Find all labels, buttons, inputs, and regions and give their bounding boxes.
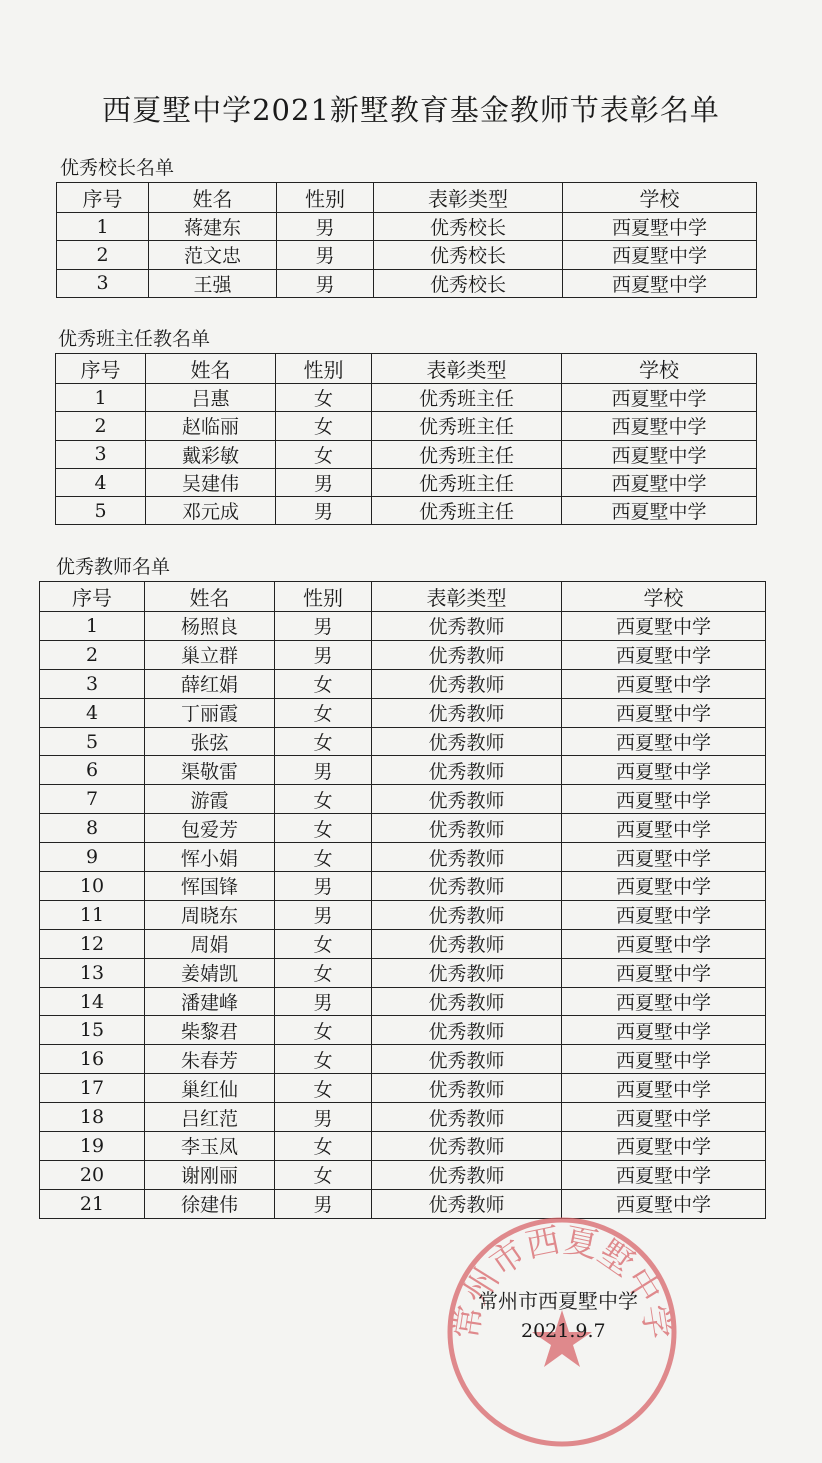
header-school: 学校 [563,183,757,213]
cell-award-type: 优秀班主任 [372,468,562,496]
header-school: 学校 [562,354,757,384]
cell-name: 周晓东 [145,900,275,929]
table-row [40,1103,766,1132]
cell-school: 西夏墅中学 [562,468,757,496]
cell-school: 西夏墅中学 [562,929,766,958]
cell-index: 12 [40,929,145,958]
cell-gender: 女 [275,727,372,756]
cell-name: 丁丽霞 [145,698,275,727]
cell-name: 潘建峰 [145,987,275,1016]
cell-gender: 女 [275,1045,372,1074]
cell-school: 西夏墅中学 [562,1132,766,1161]
cell-name: 周娟 [145,929,275,958]
table-row [40,1074,766,1103]
cell-name: 李玉凤 [145,1132,275,1161]
cell-school: 西夏墅中学 [563,213,757,241]
cell-name: 巢立群 [145,640,275,669]
cell-award-type: 优秀教师 [372,843,562,872]
cell-school: 西夏墅中学 [562,843,766,872]
cell-index: 3 [57,269,149,297]
cell-school: 西夏墅中学 [562,1016,766,1045]
cell-index: 15 [40,1016,145,1045]
cell-gender: 女 [275,1016,372,1045]
cell-award-type: 优秀教师 [372,698,562,727]
table-row [40,1160,766,1189]
cell-school: 西夏墅中学 [562,440,757,468]
cell-award-type: 优秀教师 [372,872,562,901]
cell-gender: 女 [275,698,372,727]
cell-index: 1 [56,384,146,412]
table-row [40,727,766,756]
header-award-type: 表彰类型 [372,354,562,384]
header-award-type: 表彰类型 [374,183,563,213]
cell-award-type: 优秀校长 [374,269,563,297]
cell-name: 姜婧凯 [145,958,275,987]
cell-name: 张弦 [145,727,275,756]
table-row [57,213,757,241]
cell-award-type: 优秀教师 [372,1103,562,1132]
cell-school: 西夏墅中学 [562,698,766,727]
cell-gender: 女 [276,412,372,440]
table-row [40,612,766,641]
cell-gender: 男 [276,497,372,525]
cell-school: 西夏墅中学 [562,872,766,901]
cell-gender: 男 [275,872,372,901]
cell-school: 西夏墅中学 [562,497,757,525]
cell-index: 7 [40,785,145,814]
cell-index: 9 [40,843,145,872]
cell-school: 西夏墅中学 [562,412,757,440]
signature-organization: 常州市西夏墅中学 [478,1289,638,1313]
cell-index: 1 [57,213,149,241]
cell-index: 2 [40,640,145,669]
table-row [56,384,757,412]
cell-school: 西夏墅中学 [562,1189,766,1218]
cell-gender: 男 [277,269,374,297]
cell-award-type: 优秀教师 [372,1160,562,1189]
cell-index: 16 [40,1045,145,1074]
cell-index: 3 [56,440,146,468]
cell-name: 蒋建东 [149,213,277,241]
section-heading-teachers: 优秀教师名单 [56,556,171,578]
cell-gender: 女 [275,1074,372,1103]
cell-index: 5 [56,497,146,525]
cell-index: 13 [40,958,145,987]
table-row [40,1132,766,1161]
header-gender: 性别 [277,183,374,213]
cell-school: 西夏墅中学 [562,1045,766,1074]
table-row [57,241,757,269]
cell-award-type: 优秀班主任 [372,412,562,440]
cell-index: 3 [40,669,145,698]
table-row [40,669,766,698]
cell-gender: 女 [275,929,372,958]
cell-name: 赵临丽 [146,412,276,440]
cell-index: 4 [56,468,146,496]
cell-school: 西夏墅中学 [562,384,757,412]
cell-gender: 女 [275,958,372,987]
cell-award-type: 优秀班主任 [372,497,562,525]
cell-school: 西夏墅中学 [563,269,757,297]
cell-name: 朱春芳 [145,1045,275,1074]
cell-award-type: 优秀教师 [372,929,562,958]
cell-gender: 男 [275,756,372,785]
header-name: 姓名 [149,183,277,213]
cell-name: 范文忠 [149,241,277,269]
cell-gender: 男 [275,640,372,669]
header-index: 序号 [56,354,146,384]
cell-award-type: 优秀教师 [372,814,562,843]
table-row [57,269,757,297]
cell-gender: 男 [275,1103,372,1132]
section-heading-principals: 优秀校长名单 [60,157,175,179]
table-row [40,843,766,872]
cell-index: 2 [57,241,149,269]
cell-gender: 男 [277,213,374,241]
table-row [40,785,766,814]
cell-name: 吴建伟 [146,468,276,496]
seal-text: 常州市西夏墅中学 [445,1220,679,1342]
cell-name: 吕红范 [145,1103,275,1132]
table-row [40,640,766,669]
cell-award-type: 优秀教师 [372,1016,562,1045]
cell-index: 6 [40,756,145,785]
cell-gender: 女 [275,843,372,872]
cell-school: 西夏墅中学 [562,756,766,785]
cell-index: 17 [40,1074,145,1103]
cell-award-type: 优秀教师 [372,727,562,756]
header-index: 序号 [40,582,145,612]
cell-gender: 女 [275,669,372,698]
cell-gender: 女 [275,785,372,814]
table-header-row [56,354,757,384]
cell-award-type: 优秀校长 [374,241,563,269]
cell-name: 游霞 [145,785,275,814]
header-award-type: 表彰类型 [372,582,562,612]
cell-award-type: 优秀教师 [372,900,562,929]
table-row [40,1016,766,1045]
cell-gender: 男 [275,612,372,641]
cell-school: 西夏墅中学 [562,900,766,929]
cell-name: 渠敬雷 [145,756,275,785]
cell-award-type: 优秀教师 [372,1189,562,1218]
cell-gender: 女 [275,1132,372,1161]
cell-gender: 男 [275,900,372,929]
cell-award-type: 优秀教师 [372,756,562,785]
head-teacher-table [55,353,757,525]
cell-index: 11 [40,900,145,929]
principal-table [56,182,757,298]
cell-name: 恽小娟 [145,843,275,872]
cell-award-type: 优秀教师 [372,958,562,987]
header-name: 姓名 [145,582,275,612]
cell-name: 徐建伟 [145,1189,275,1218]
cell-gender: 男 [275,1189,372,1218]
cell-name: 巢红仙 [145,1074,275,1103]
cell-award-type: 优秀教师 [372,612,562,641]
cell-index: 1 [40,612,145,641]
table-row [40,900,766,929]
teacher-table [39,581,766,1219]
cell-award-type: 优秀班主任 [372,384,562,412]
page-title: 西夏墅中学2021新墅教育基金教师节表彰名单 [102,93,720,127]
header-name: 姓名 [146,354,276,384]
cell-gender: 女 [275,1160,372,1189]
header-index: 序号 [57,183,149,213]
cell-school: 西夏墅中学 [562,1074,766,1103]
cell-gender: 男 [277,241,374,269]
cell-index: 8 [40,814,145,843]
table-row [56,468,757,496]
cell-name: 恽国锋 [145,872,275,901]
cell-index: 19 [40,1132,145,1161]
table-row [40,1045,766,1074]
cell-school: 西夏墅中学 [562,987,766,1016]
cell-gender: 男 [275,987,372,1016]
cell-name: 邓元成 [146,497,276,525]
table-row [40,958,766,987]
table-header-row [40,582,766,612]
cell-school: 西夏墅中学 [562,727,766,756]
table-row [56,497,757,525]
cell-name: 柴黎君 [145,1016,275,1045]
cell-school: 西夏墅中学 [562,1160,766,1189]
cell-award-type: 优秀教师 [372,669,562,698]
cell-name: 戴彩敏 [146,440,276,468]
cell-gender: 女 [275,814,372,843]
cell-name: 杨照良 [145,612,275,641]
cell-gender: 女 [276,440,372,468]
section-heading-head-teachers: 优秀班主任教名单 [58,328,211,350]
table-row [40,698,766,727]
cell-index: 18 [40,1103,145,1132]
table-row [40,872,766,901]
table-row [56,412,757,440]
table-row [40,756,766,785]
cell-award-type: 优秀教师 [372,1074,562,1103]
cell-school: 西夏墅中学 [562,814,766,843]
cell-name: 吕惠 [146,384,276,412]
header-school: 学校 [562,582,766,612]
cell-school: 西夏墅中学 [562,1103,766,1132]
table-header-row [57,183,757,213]
table-row [40,814,766,843]
header-gender: 性别 [275,582,372,612]
header-gender: 性别 [276,354,372,384]
table-row [40,929,766,958]
cell-name: 薛红娟 [145,669,275,698]
cell-index: 21 [40,1189,145,1218]
cell-award-type: 优秀教师 [372,1045,562,1074]
table-row [40,987,766,1016]
cell-gender: 男 [276,468,372,496]
cell-award-type: 优秀校长 [374,213,563,241]
cell-name: 谢刚丽 [145,1160,275,1189]
cell-gender: 女 [276,384,372,412]
cell-award-type: 优秀教师 [372,987,562,1016]
cell-school: 西夏墅中学 [562,669,766,698]
cell-award-type: 优秀班主任 [372,440,562,468]
signature-date: 2021.9.7 [521,1320,606,1342]
cell-school: 西夏墅中学 [562,785,766,814]
cell-name: 包爱芳 [145,814,275,843]
cell-award-type: 优秀教师 [372,1132,562,1161]
cell-index: 5 [40,727,145,756]
cell-award-type: 优秀教师 [372,640,562,669]
cell-index: 4 [40,698,145,727]
cell-name: 王强 [149,269,277,297]
cell-school: 西夏墅中学 [562,958,766,987]
cell-index: 20 [40,1160,145,1189]
cell-school: 西夏墅中学 [563,241,757,269]
table-row [56,440,757,468]
cell-index: 14 [40,987,145,1016]
cell-index: 10 [40,872,145,901]
cell-school: 西夏墅中学 [562,640,766,669]
cell-school: 西夏墅中学 [562,612,766,641]
cell-award-type: 优秀教师 [372,785,562,814]
cell-index: 2 [56,412,146,440]
